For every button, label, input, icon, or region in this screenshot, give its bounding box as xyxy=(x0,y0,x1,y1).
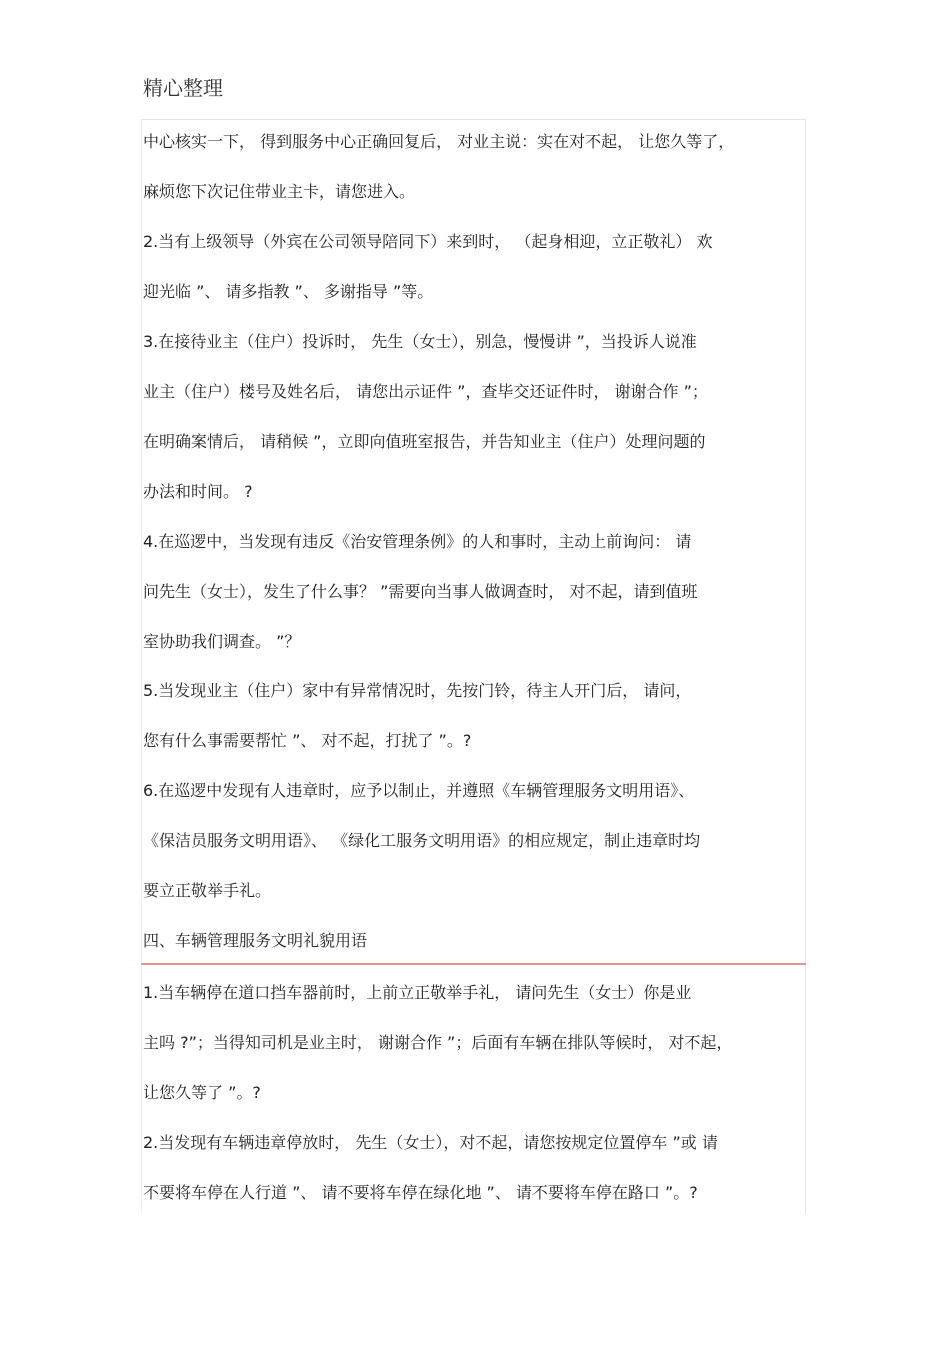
text-line: 2.当有上级领导（外宾在公司领导陪同下）来到时， （起身相迎，立正敬礼） 欢 xyxy=(143,232,713,251)
text-line: 问先生（女士），发生了什么事？ ”需要向当事人做调查时， 对不起，请到值班 xyxy=(143,582,698,601)
text-line: 您有什么事需要帮忙 ”、 对不起，打扰了 ”。? xyxy=(143,731,472,750)
text-line: 6.在巡逻中发现有人违章时，应予以制止，并遵照《车辆管理服务文明用语》、 xyxy=(143,781,695,800)
text-line: 要立正敬举手礼。 xyxy=(143,881,272,900)
text-line: 5.当发现业主（住户）家中有异常情况时，先按门铃，待主人开门后， 请问， xyxy=(143,681,692,700)
text-line: 主吗 ?”；当得知司机是业主时， 谢谢合作 ”；后面有车辆在排队等候时， 对不起， xyxy=(143,1033,733,1052)
page-header: 精心整理 xyxy=(143,76,223,100)
section-heading: 四、车辆管理服务文明礼貌用语 xyxy=(143,931,368,950)
text-line: 中心核实一下， 得到服务中心正确回复后， 对业主说：实在对不起， 让您久等了， xyxy=(143,132,735,151)
text-line: 麻烦您下次记住带业主卡，请您进入。 xyxy=(143,182,416,201)
text-line: 在明确案情后， 请稍候 ”，立即向值班室报告，并告知业主（住户）处理问题的 xyxy=(143,432,706,451)
text-line: 让您久等了 ”。? xyxy=(143,1083,261,1102)
text-line: 1.当车辆停在道口挡车器前时，上前立正敬举手礼， 请问先生（女士）你是业 xyxy=(143,983,692,1002)
section-divider xyxy=(141,963,806,965)
text-line: 4.在巡逻中，当发现有违反《治安管理条例》的人和事时，主动上前询问： 请 xyxy=(143,532,692,551)
text-line: 业主（住户）楼号及姓名后， 请您出示证件 ”，查毕交还证件时， 谢谢合作 ”； xyxy=(143,382,708,401)
text-line: 办法和时间。 ? xyxy=(143,482,253,501)
text-line: 迎光临 ”、 请多指教 ”、 多谢指导 ”等。 xyxy=(143,282,434,301)
text-line: 3.在接待业主（住户）投诉时， 先生（女士），别急，慢慢讲 ”，当投诉人说准 xyxy=(143,332,697,351)
text-line: 《保洁员服务文明用语》、 《绿化工服务文明用语》的相应规定，制止违章时均 xyxy=(143,831,701,850)
text-line: 2.当发现有车辆违章停放时， 先生（女士），对不起，请您按规定位置停车 ”或 请 xyxy=(143,1133,718,1152)
text-line: 不要将车停在人行道 ”、 请不要将车停在绿化地 ”、 请不要将车停在路口 ”。? xyxy=(143,1183,698,1202)
text-line: 室协助我们调查。 ”？ xyxy=(143,632,301,651)
